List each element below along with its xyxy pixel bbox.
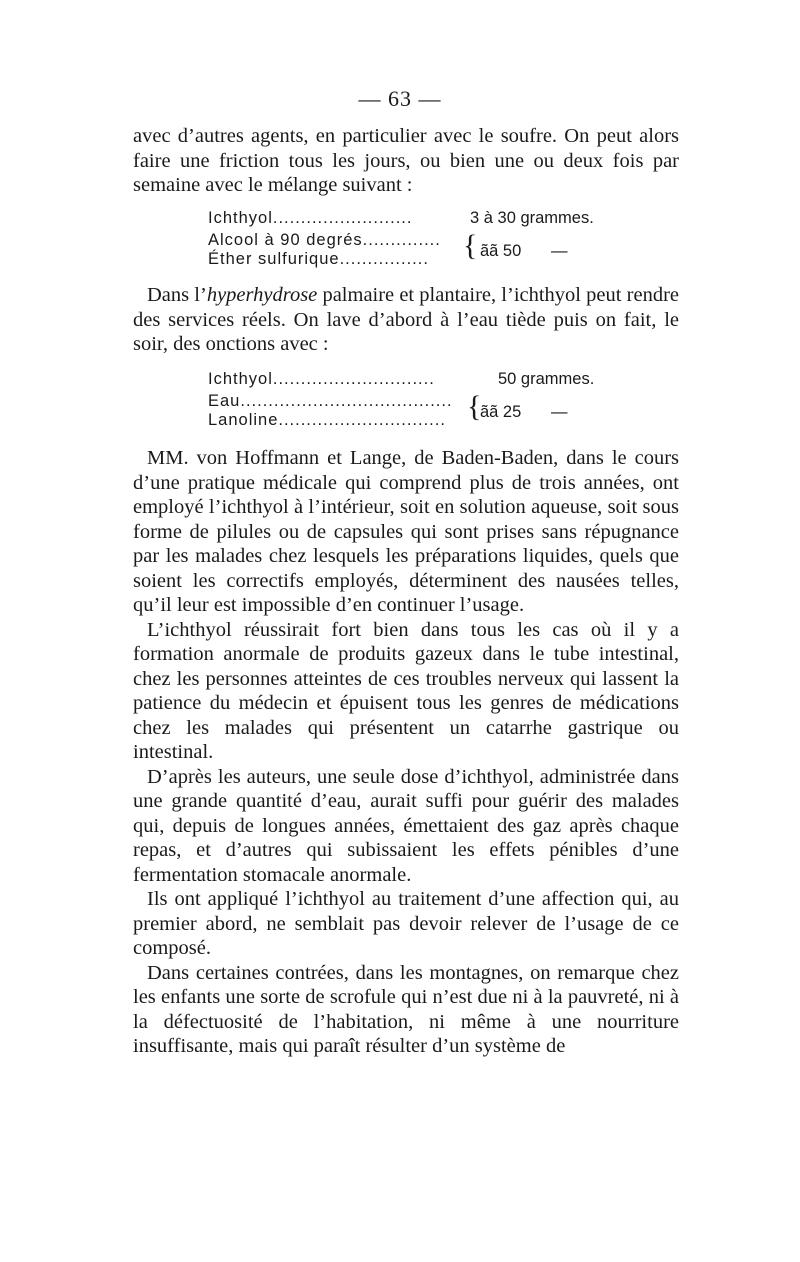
paragraph-1 (133, 124, 679, 198)
page-number: — 63 — (358, 86, 442, 111)
paragraph-3: MM. von Hoffmann et Lange, de Baden-Baden, dans le cours d’une pratique médicale qui comprend plus de trois années, ont employé l’ichthyol à l’intérieur, soit en solution aqueuse, soit sous forme de pilules ou de capsules qui sont prises sans répugnance par les malades chez lesquels les préparations liquides, quels que soient les correctifs employés, déterminent des nausées telles, qu’il leur est impossible d’en continuer l’usage. (133, 447, 679, 616)
paragraph-2 (133, 283, 679, 357)
recipe-2-row (208, 370, 618, 389)
recipe-2-ingredient: Ichthyol............................. (208, 370, 435, 388)
recipe-1-ingredient: Alcool à 90 degrés.............. (208, 231, 441, 249)
recipe-2-ditto-dash: — (551, 403, 568, 421)
paragraph-4: L’ichthyol réussirait fort bien dans tous les cas où il y a formation anormale de produits gazeux dans le tube intestinal, chez les personnes atteintes de ces troubles nerveux qui lassent la patience du médecin et épuisent tous les genres de médications chez les malades qui présentent un catarrhe gastrique ou intestinal. (133, 618, 679, 763)
recipe-1-row (208, 209, 618, 228)
recipe-2-brace: { (467, 390, 482, 423)
recipe-1-brace: { (463, 229, 478, 262)
recipe-2-ingredient: Eau...................................... (208, 392, 453, 410)
recipe-1-ingredient: Éther sulfurique................ (208, 250, 429, 268)
paragraph-6: Ils ont appliqué l’ichthyol au traitement d’une affection qui, au premier abord, ne semblait pas devoir relever de l’usage de ce composé. (133, 888, 679, 959)
paragraph-2-prefix: Dans l’ (147, 284, 207, 306)
paragraph-2-italic-term: hyperhydrose (206, 284, 318, 306)
recipe-2-quantity: 50 grammes. (498, 370, 595, 388)
paragraph-2-rest: palmaire et plantaire, l’ichthyol peut rendre des services réels. On lave d’abord à l’eau tiède puis on fait, le soir, des onctions avec : (133, 284, 679, 355)
recipe-2-ingredient: Lanoline.............................. (208, 411, 446, 429)
recipe-1-shared-quantity: ãã 50 (480, 242, 522, 260)
paragraph-5: D’après les auteurs, une seule dose d’ichthyol, administrée dans une grande quantité d’eau, aurait suffi pour guérir des malades qui, depuis de longues années, émettaient des gaz après chaque repas, et d’autres qui subissaient les effets pénibles d’une fermentation stomacale anormale. (133, 765, 679, 886)
body-text (133, 446, 679, 1059)
recipe-1-quantity: 3 à 30 grammes. (470, 209, 594, 227)
recipe-2-shared-quantity: ãã 25 (480, 403, 522, 421)
paragraph-2-text (133, 283, 679, 357)
paragraph-7: Dans certaines contrées, dans les montagnes, on remarque chez les enfants une sorte de scrofule qui n’est due ni à la pauvreté, ni à la défectuosité de l’habitation, ni même à une nourriture insuffisante, mais qui paraît résulter d’un système de (133, 961, 679, 1057)
recipe-1 (208, 209, 618, 269)
recipe-2 (208, 370, 618, 430)
paragraph-1-text: avec d’autres agents, en particulier avec le soufre. On peut alors faire une friction tous les jours, ou bien une ou deux fois par semaine avec le mélange suivant : (133, 125, 679, 196)
recipe-1-ingredient: Ichthyol......................... (208, 209, 413, 227)
recipe-1-ditto-dash: — (551, 242, 568, 260)
